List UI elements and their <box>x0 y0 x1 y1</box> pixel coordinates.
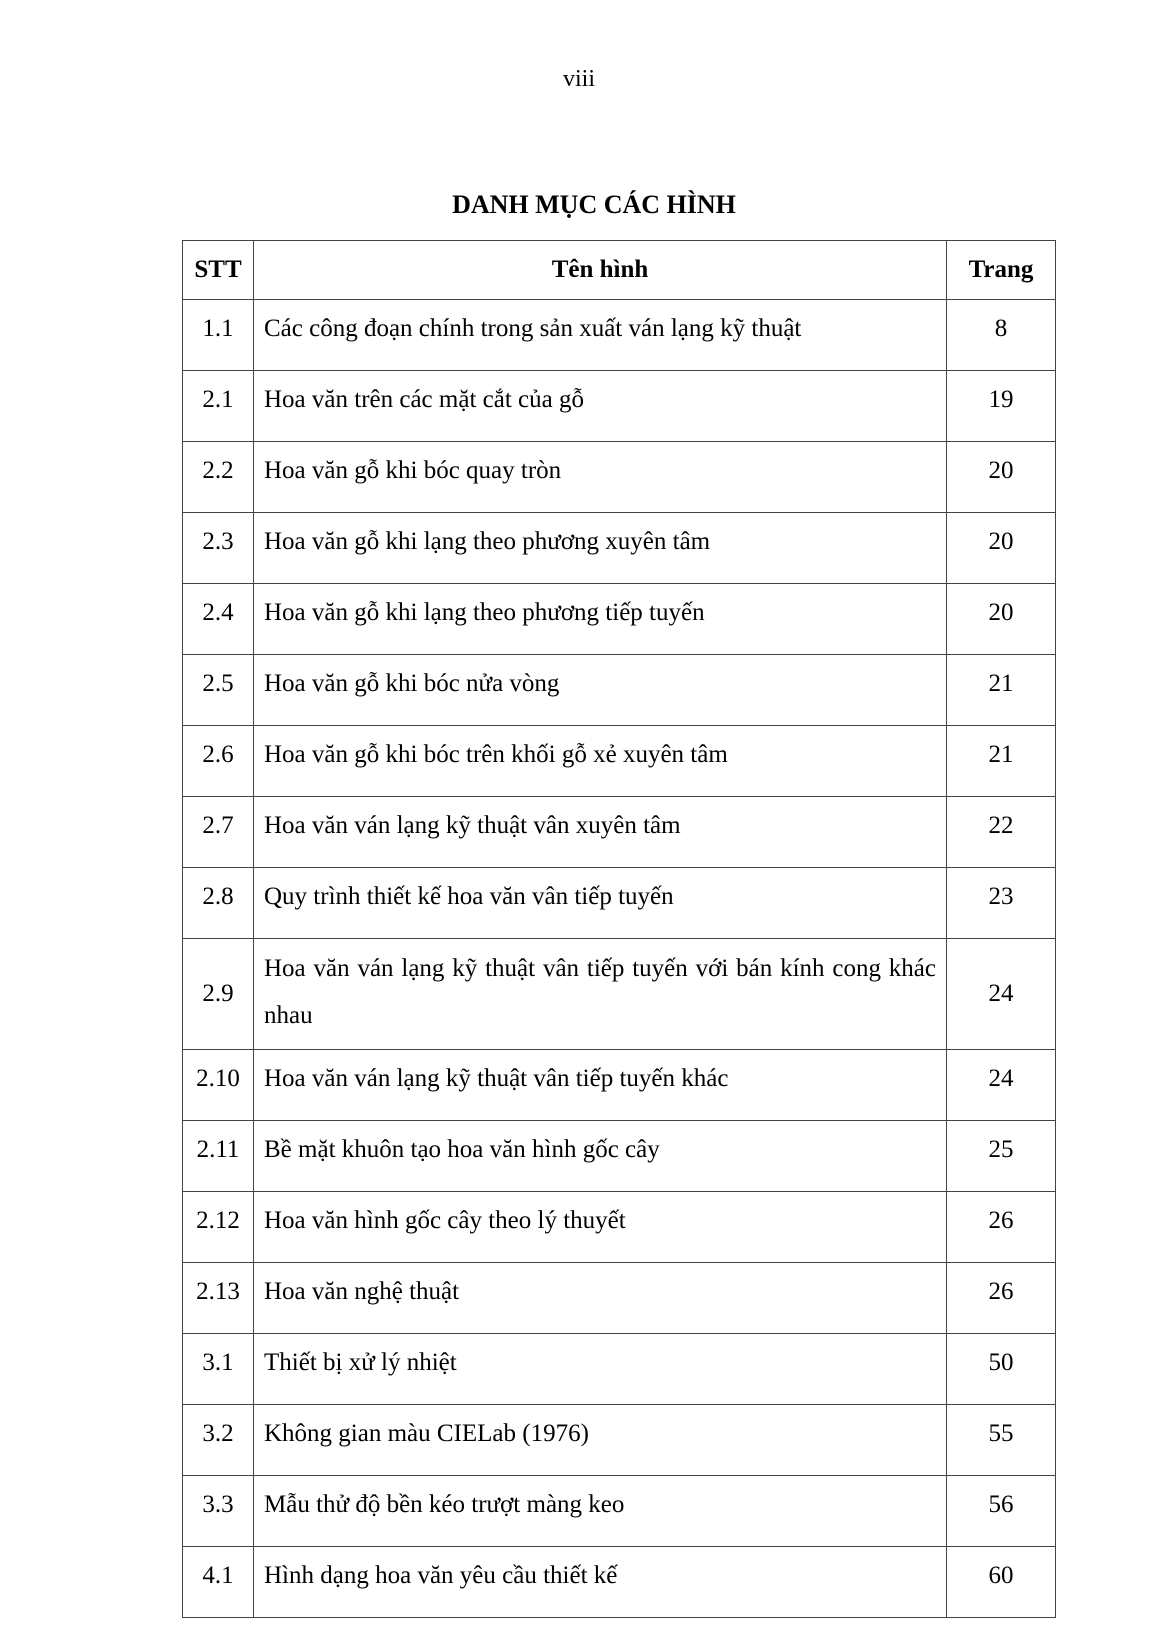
row-figure-name: Hoa văn gỗ khi lạng theo phương xuyên tâm <box>254 513 947 584</box>
table-header-row <box>183 241 1056 300</box>
row-figure-name: Hoa văn gỗ khi bóc trên khối gỗ xẻ xuyên tâm <box>254 726 947 797</box>
row-figure-name: Hoa văn ván lạng kỹ thuật vân tiếp tuyến với bán kính cong khác nhau <box>254 939 947 1050</box>
row-stt: 2.10 <box>183 1050 254 1121</box>
row-figure-name: Các công đoạn chính trong sản xuất ván lạng kỹ thuật <box>254 300 947 371</box>
row-page: 24 <box>947 1050 1056 1121</box>
table-row <box>183 300 1056 371</box>
table-row <box>183 1263 1056 1334</box>
row-stt: 2.11 <box>183 1121 254 1192</box>
row-page: 25 <box>947 1121 1056 1192</box>
row-page: 21 <box>947 655 1056 726</box>
figure-list-table <box>182 240 1056 1618</box>
page-number: viii <box>562 66 595 92</box>
row-stt: 2.9 <box>183 939 254 1050</box>
row-page: 60 <box>947 1547 1056 1618</box>
table-row <box>183 726 1056 797</box>
row-page: 19 <box>947 371 1056 442</box>
table-row <box>183 797 1056 868</box>
row-page: 26 <box>947 1263 1056 1334</box>
row-stt: 2.3 <box>183 513 254 584</box>
table-row <box>183 584 1056 655</box>
row-stt: 2.4 <box>183 584 254 655</box>
row-figure-name: Không gian màu CIELab (1976) <box>254 1405 947 1476</box>
row-figure-name: Hoa văn gỗ khi bóc quay tròn <box>254 442 947 513</box>
table-row <box>183 1405 1056 1476</box>
row-figure-name: Hoa văn nghệ thuật <box>254 1263 947 1334</box>
row-figure-name: Hoa văn gỗ khi bóc nửa vòng <box>254 655 947 726</box>
row-stt: 2.13 <box>183 1263 254 1334</box>
row-page: 22 <box>947 797 1056 868</box>
table-row <box>183 1121 1056 1192</box>
table-row <box>183 442 1056 513</box>
row-figure-name: Bề mặt khuôn tạo hoa văn hình gốc cây <box>254 1121 947 1192</box>
row-page: 56 <box>947 1476 1056 1547</box>
row-page: 20 <box>947 513 1056 584</box>
table-row <box>183 1476 1056 1547</box>
row-stt: 3.2 <box>183 1405 254 1476</box>
table-row <box>183 1334 1056 1405</box>
row-stt: 2.1 <box>183 371 254 442</box>
row-page: 55 <box>947 1405 1056 1476</box>
row-figure-name: Hoa văn ván lạng kỹ thuật vân xuyên tâm <box>254 797 947 868</box>
row-figure-name: Hoa văn hình gốc cây theo lý thuyết <box>254 1192 947 1263</box>
table-row <box>183 1050 1056 1121</box>
row-page: 26 <box>947 1192 1056 1263</box>
row-page: 21 <box>947 726 1056 797</box>
header-figure-name: Tên hình <box>254 241 947 300</box>
row-page: 20 <box>947 584 1056 655</box>
table-row <box>183 1192 1056 1263</box>
row-figure-name: Quy trình thiết kế hoa văn vân tiếp tuyến <box>254 868 947 939</box>
row-stt: 3.1 <box>183 1334 254 1405</box>
table-row <box>183 868 1056 939</box>
table-row <box>183 513 1056 584</box>
table-row <box>183 371 1056 442</box>
row-figure-name: Mẫu thử độ bền kéo trượt màng keo <box>254 1476 947 1547</box>
page-title: DANH MỤC CÁC HÌNH <box>452 190 736 219</box>
row-page: 50 <box>947 1334 1056 1405</box>
row-figure-name: Hình dạng hoa văn yêu cầu thiết kế <box>254 1547 947 1618</box>
row-stt: 2.5 <box>183 655 254 726</box>
table-row <box>183 1547 1056 1618</box>
header-stt: STT <box>183 241 254 300</box>
row-stt: 2.2 <box>183 442 254 513</box>
row-page: 8 <box>947 300 1056 371</box>
row-figure-name: Hoa văn gỗ khi lạng theo phương tiếp tuyến <box>254 584 947 655</box>
table-row <box>183 939 1056 1050</box>
row-stt: 2.6 <box>183 726 254 797</box>
table-row <box>183 655 1056 726</box>
row-figure-name: Hoa văn ván lạng kỹ thuật vân tiếp tuyến khác <box>254 1050 947 1121</box>
header-page: Trang <box>947 241 1056 300</box>
row-stt: 1.1 <box>183 300 254 371</box>
row-stt: 4.1 <box>183 1547 254 1618</box>
row-stt: 2.7 <box>183 797 254 868</box>
row-stt: 2.8 <box>183 868 254 939</box>
row-stt: 3.3 <box>183 1476 254 1547</box>
row-figure-name: Hoa văn trên các mặt cắt của gỗ <box>254 371 947 442</box>
row-page: 24 <box>947 939 1056 1050</box>
row-page: 23 <box>947 868 1056 939</box>
row-stt: 2.12 <box>183 1192 254 1263</box>
row-figure-name: Thiết bị xử lý nhiệt <box>254 1334 947 1405</box>
row-page: 20 <box>947 442 1056 513</box>
